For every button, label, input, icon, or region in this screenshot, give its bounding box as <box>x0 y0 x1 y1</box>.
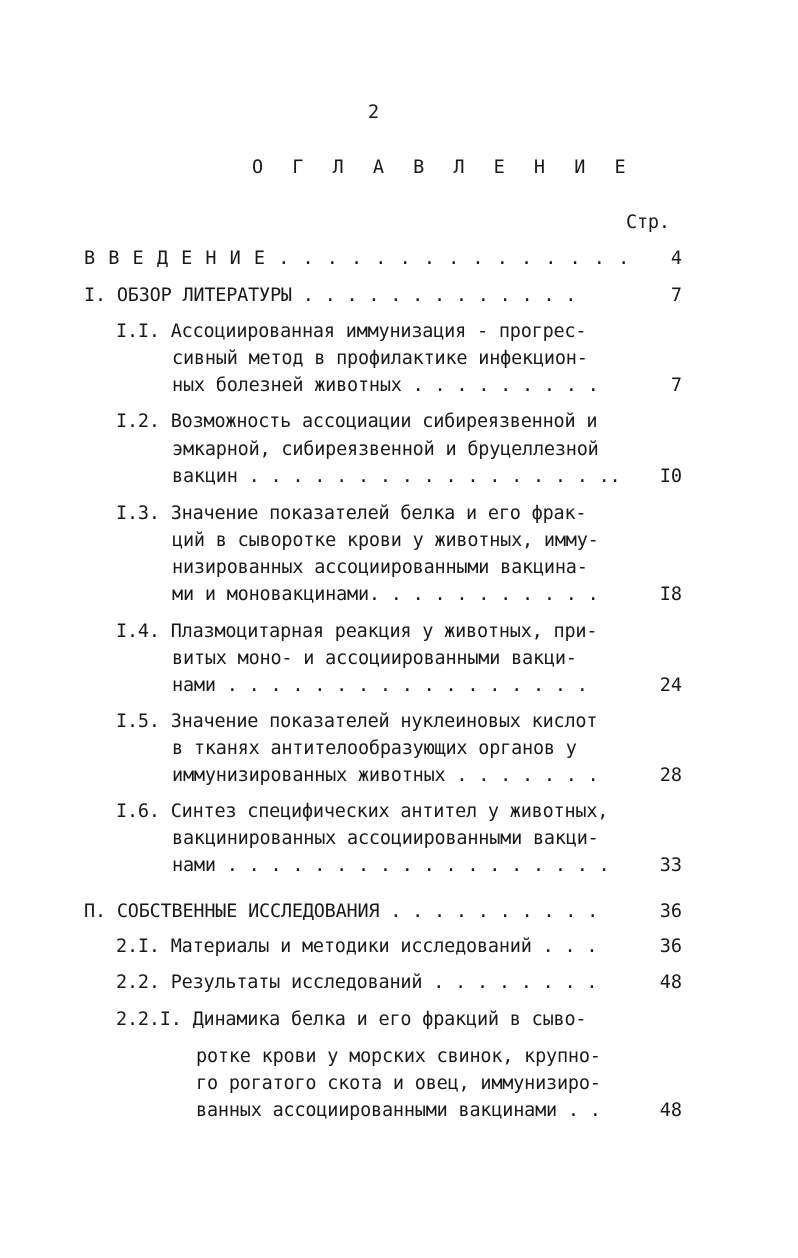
page-number: 2 <box>368 102 379 123</box>
toc-entry-line: витых моно- и ассоциированными вакци- <box>172 648 577 669</box>
toc-entry-line: сивный метод в профилактике инфекцион- <box>172 348 588 369</box>
toc-entry-line: I.2. Возможность ассоциации сибиреязвенной и <box>116 411 598 432</box>
toc-entry-line: 2.2.I. Динамика белка и его фракций в сыво- <box>116 1009 587 1030</box>
toc-entry-page: 28 <box>659 765 682 786</box>
toc-entry-line: I.5. Значение показателей нуклеиновых кислот <box>116 711 598 732</box>
toc-entry-line: вакцин . . . . . . . . . . . . . . . . .. <box>172 466 621 487</box>
toc-entry-line: I.4. Плазмоцитарная реакция у животных, при- <box>116 621 598 642</box>
toc-entry-line: ций в сыворотке крови у животных, имму- <box>172 530 599 551</box>
toc-entry-page: 48 <box>659 972 682 993</box>
toc-entry-page: 7 <box>670 375 682 396</box>
toc-entry-line: низированных ассоциированными вакцина- <box>172 557 588 578</box>
toc-entry-line: иммунизированных животных . . . . . . . <box>172 765 599 786</box>
toc-entry-page: 48 <box>659 1100 682 1121</box>
toc-entry-line: нами . . . . . . . . . . . . . . . . . <box>172 675 588 696</box>
toc-entry-line: эмкарной, сибиреязвенной и бруцеллезной <box>172 439 599 460</box>
page-column-header: Стр. <box>626 212 670 233</box>
toc-entry-line: нами . . . . . . . . . . . . . . . . . . <box>172 855 610 876</box>
toc-entry-page: 24 <box>659 675 682 696</box>
toc-entry-page: 7 <box>670 285 682 306</box>
toc-title: О Г Л А В Л Е Н И Е <box>252 157 635 178</box>
toc-entry-page: 4 <box>670 248 682 269</box>
toc-entry-line: 2.2. Результаты исследований . . . . . . . . <box>116 972 598 993</box>
toc-entry-line: I.6. Синтез специфических антител у животных, <box>116 801 609 822</box>
toc-entry-line: I. ОБЗОР ЛИТЕРАТУРЫ . . . . . . . . . . . . . <box>84 285 577 306</box>
toc-entry-line: вакцинированных ассоциированными вакци- <box>172 828 599 849</box>
toc-entry-page: 33 <box>659 855 682 876</box>
toc-entry-line: ванных ассоциированными вакцинами . . <box>196 1100 601 1121</box>
toc-entry-line: 2.I. Материалы и методики исследований . . . <box>116 936 598 957</box>
toc-entry-line: ных болезней животных . . . . . . . . . <box>172 375 599 396</box>
toc-entry-page: 36 <box>659 936 682 957</box>
toc-entry-line: I.I. Ассоциированная иммунизация - прогрес- <box>116 321 587 342</box>
toc-entry-line: П. СОБСТВЕННЫЕ ИССЛЕДОВАНИЯ . . . . . . . . . . <box>84 901 599 922</box>
toc-entry-line: ми и моновакцинами. . . . . . . . . . . <box>172 584 599 605</box>
toc-entry-page: 36 <box>659 901 682 922</box>
toc-entry-line: В В Е Д Е Н И Е . . . . . . . . . . . . . . . <box>84 248 631 269</box>
toc-entry-line: в тканях антителообразующих органов у <box>172 738 577 759</box>
toc-entry-page: I0 <box>659 466 682 487</box>
toc-entry-line: ротке крови у морских свинок, крупно- <box>196 1046 601 1067</box>
toc-entry-line: I.3. Значение показателей белка и его фрак- <box>116 503 587 524</box>
toc-entry-line: го рогатого скота и овец, иммунизиро- <box>196 1073 601 1094</box>
toc-entry-page: I8 <box>659 584 682 605</box>
